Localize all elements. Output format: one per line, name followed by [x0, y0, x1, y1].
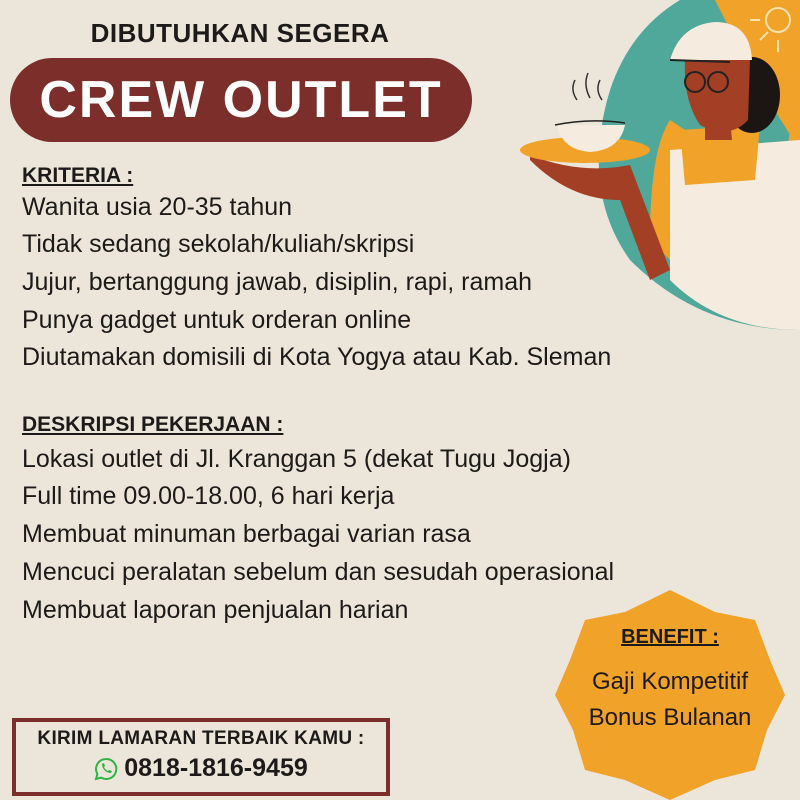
whatsapp-icon	[94, 757, 118, 781]
deskripsi-item: Full time 09.00-18.00, 6 hari kerja	[22, 482, 395, 510]
kriteria-item: Tidak sedang sekolah/kuliah/skripsi	[22, 230, 415, 258]
waitress-illustration	[520, 0, 800, 340]
kriteria-item: Diutamakan domisili di Kota Yogya atau Kab. Sleman	[22, 343, 612, 371]
deskripsi-item: Membuat minuman berbagai varian rasa	[22, 520, 471, 548]
benefit-badge	[555, 590, 785, 800]
deskripsi-heading: DESKRIPSI PEKERJAAN :	[22, 413, 284, 436]
deskripsi-item: Membuat laporan penjualan harian	[22, 596, 409, 624]
hiring-subtitle: DIBUTUHKAN SEGERA	[90, 18, 390, 48]
kriteria-item: Punya gadget untuk orderan online	[22, 306, 412, 334]
deskripsi-item: Mencuci peralatan sebelum dan sesudah operasional	[22, 558, 615, 586]
contact-label: KIRIM LAMARAN TERBAIK KAMU :	[37, 728, 365, 749]
job-title-banner: CREW OUTLET	[10, 58, 472, 142]
benefit-item: Gaji Kompetitif	[591, 668, 749, 695]
kriteria-heading: KRITERIA :	[22, 164, 134, 187]
kriteria-item: Wanita usia 20-35 tahun	[22, 193, 293, 221]
benefit-heading: BENEFIT :	[621, 626, 719, 648]
kriteria-item: Jujur, bertanggung jawab, disiplin, rapi, ramah	[22, 268, 533, 296]
contact-phone[interactable]: 0818-1816-9459	[124, 754, 308, 782]
contact-box	[12, 718, 390, 796]
deskripsi-item: Lokasi outlet di Jl. Kranggan 5 (dekat Tugu Jogja)	[22, 445, 571, 473]
benefit-item: Bonus Bulanan	[588, 704, 752, 731]
